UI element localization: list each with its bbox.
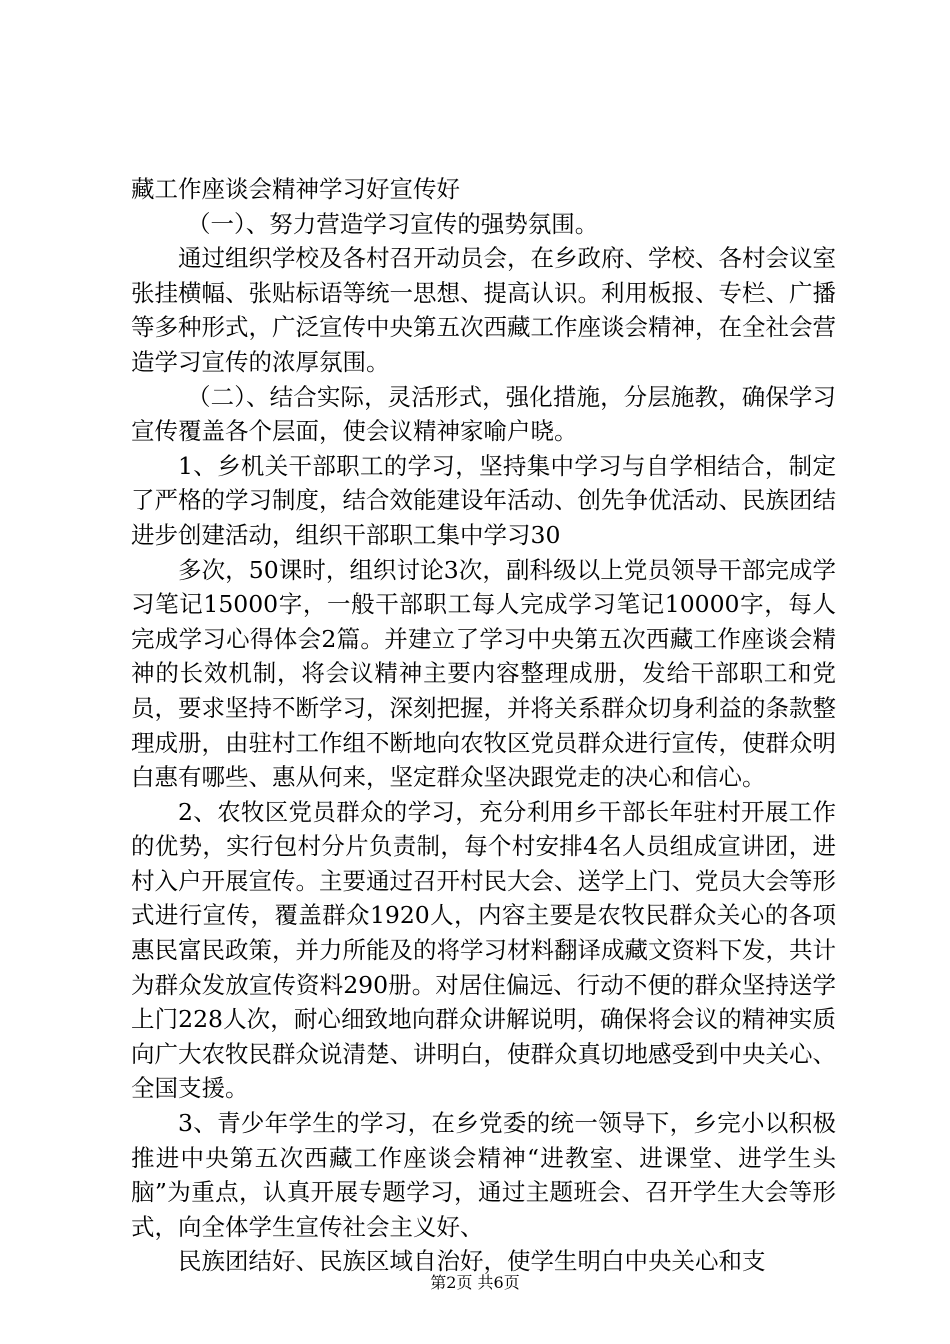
document-body (131, 172, 836, 1279)
paragraph-cadre-study-continued: 多次，50课时，组织讨论3次，副科级以上党员领导干部完成学习笔记15000字，一般干部职工每人完成学习笔记10000字，每人完成学习心得体会2篇。并建立了学习中央第五次西藏工作座谈会精神的长效机制，将会议精神主要内容整理成册，发给干部职工和党员，要求坚持不断学习，深刻把握，并将关系群众切身利益的条款整理成册，由驻村工作组不断地向农牧区党员群众进行宣传，使群众明白惠有哪些、惠从何来，坚定群众坚决跟党走的决心和信心。 (131, 555, 836, 792)
section-heading-2: （二）、结合实际，灵活形式，强化措施，分层施教，确保学习宣传覆盖各个层面，使会议精神家喻户晓。 (131, 382, 836, 446)
paragraph-cadre-study: 1、乡机关干部职工的学习，坚持集中学习与自学相结合，制定了严格的学习制度，结合效能建设年活动、创先争优活动、民族团结进步创建活动，组织干部职工集中学习30 (131, 451, 836, 549)
paragraph-herdsmen-study: 2、农牧区党员群众的学习，充分利用乡干部长年驻村开展工作的优势，实行包村分片负责制，每个村安排4名人员组成宣讲团，进村入户开展宣传。主要通过召开村民大会、送学上门、党员大会等形式进行宣传，覆盖群众1920人，内容主要是农牧民群众关心的各项惠民富民政策，并力所能及的将学习材料翻译成藏文资料下发，共计为群众发放宣传资料290册。对居住偏远、行动不便的群众坚持送学上门228人次，耐心细致地向群众讲解说明，确保将会议的精神实质向广大农牧民群众说清楚、讲明白，使群众真切地感受到中央关心、全国支援。 (131, 797, 836, 1103)
paragraph-continuation-heading: 藏工作座谈会精神学习好宣传好 (131, 175, 460, 203)
page-number-footer: 第2页 共6页 (430, 1273, 520, 1292)
paragraph-student-study: 3、青少年学生的学习，在乡党委的统一领导下，乡完小以积极推进中央第五次西藏工作座谈会精神“进教室、进课堂、进学生头脑”为重点，认真开展专题学习，通过主题班会、召开学生大会等形式，向全体学生宣传社会主义好、 (131, 1109, 836, 1241)
paragraph-student-study-continued: 民族团结好、民族区域自治好，使学生明白中央关心和支 (178, 1247, 766, 1276)
paragraph-propaganda-atmosphere: 通过组织学校及各村召开动员会，在乡政府、学校、各村会议室张挂横幅、张贴标语等统一思想、提高认识。利用板报、专栏、广播等多种形式，广泛宣传中央第五次西藏工作座谈会精神，在全社会营造学习宣传的浓厚氛围。 (131, 244, 836, 376)
section-heading-1: （一）、努力营造学习宣传的强势氛围。 (187, 209, 599, 238)
